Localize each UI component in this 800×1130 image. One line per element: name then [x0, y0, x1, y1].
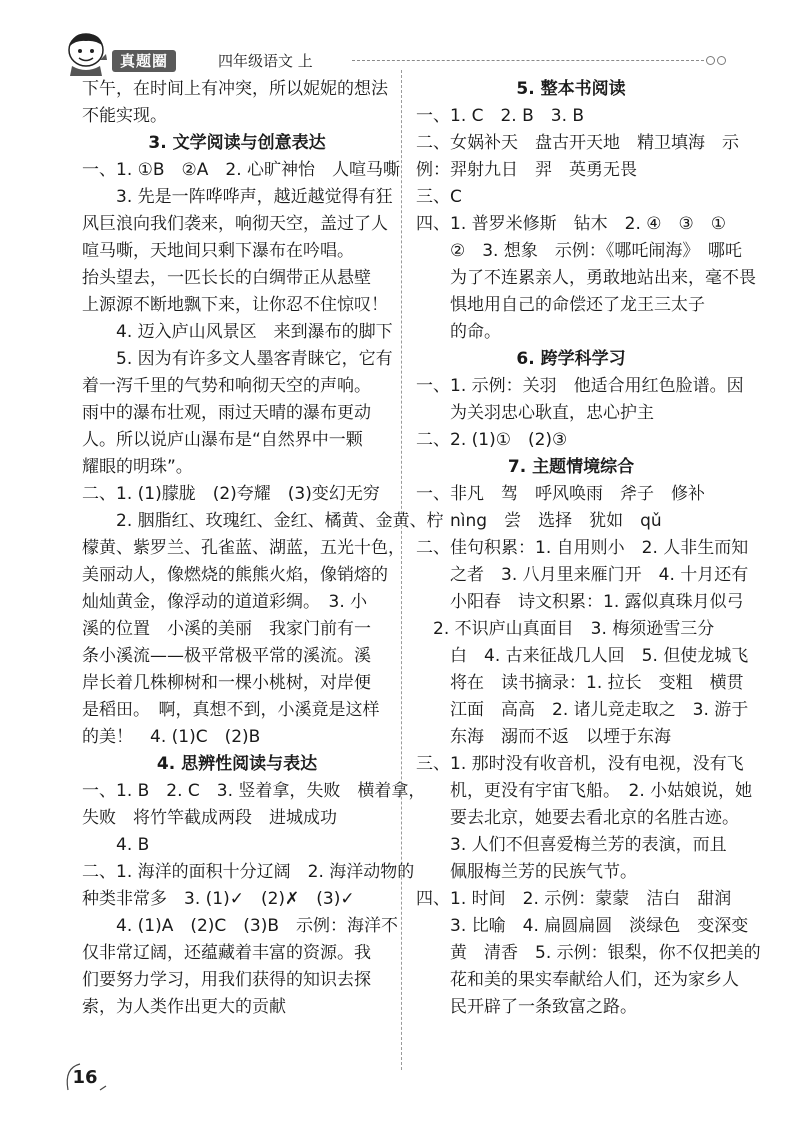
answer-line: 三、C: [416, 187, 462, 207]
answer-line: 将在 读书摘录：1. 拉长 变粗 横贯: [450, 673, 744, 693]
answer-line: 机，更没有宇宙飞船。 2. 小姑娘说，她: [450, 781, 753, 801]
header-end-dot-icon: [706, 56, 715, 65]
section-heading: 5. 整本书阅读: [516, 79, 626, 99]
answer-line: 2. 不识庐山真面目 3. 梅须逊雪三分: [433, 619, 715, 639]
answer-line: 3. 先是一阵哗哗声，越近越觉得有狂: [116, 187, 393, 207]
answer-line: 雨中的瀑布壮观，雨过天晴的瀑布更动: [82, 403, 371, 423]
answer-line: 5. 因为有许多文人墨客青睐它，它有: [116, 349, 393, 369]
answer-line: 3. 人们不但喜爱梅兰芳的表演，而且: [450, 835, 727, 855]
column-divider: [401, 70, 402, 1070]
page-header: [0, 0, 800, 80]
series-logo: 真题圈: [112, 50, 176, 72]
answer-line: 檬黄、紫罗兰、孔雀蓝、湖蓝，五光十色，: [82, 538, 405, 558]
answer-line: 花和美的果实奉献给人们，还为家乡人: [450, 970, 739, 990]
answer-line: 之者 3. 八月里来雁门开 4. 十月还有: [450, 565, 749, 585]
answer-line: 一、1. 示例：关羽 他适合用红色脸谱。因: [416, 376, 744, 396]
answer-line: 耀眼的明珠”。: [82, 457, 193, 477]
answer-line: 三、1. 那时没有收音机，没有电视，没有飞: [416, 754, 744, 774]
answer-column-right: [416, 76, 761, 1021]
answer-line: 民开辟了一条致富之路。: [450, 997, 637, 1017]
section-heading: 3. 文学阅读与创意表达: [148, 133, 326, 153]
answer-line: 例：羿射九日 羿 英勇无畏: [416, 160, 637, 180]
answer-line: 四、1. 时间 2. 示例：蒙蒙 洁白 甜润: [416, 889, 732, 909]
answer-line: 抬头望去，一匹长长的白绸带正从悬壁: [82, 268, 371, 288]
section-heading: 6. 跨学科学习: [516, 349, 626, 369]
answer-line: 4. 迈入庐山风景区 来到瀑布的脚下: [116, 322, 393, 342]
answer-line: 失败 将竹竿截成两段 进城成功: [82, 808, 337, 828]
answer-line: 二、女娲补天 盘古开天地 精卫填海 示: [416, 133, 739, 153]
answer-line: 着一泻千里的气势和响彻天空的声响。: [82, 376, 371, 396]
answer-line: 的命。: [450, 322, 501, 342]
answer-line: 是稻田。 啊，真想不到，小溪竟是这样: [82, 700, 380, 720]
answer-line: 索，为人类作出更大的贡献: [82, 997, 286, 1017]
answer-line: 东海 溺而不返 以堙于东海: [450, 727, 671, 747]
answer-line: 为关羽忠心耿直，忠心护主: [450, 403, 654, 423]
section-heading: 4. 思辨性阅读与表达: [156, 754, 318, 774]
answer-line: nìng 尝 选择 犹如 qǔ: [450, 511, 662, 531]
answer-line: 灿灿黄金，像浮动的道道彩绸。 3. 小: [82, 592, 368, 612]
answer-line: 要去北京，她要去看北京的名胜古迹。: [450, 808, 739, 828]
page-number: 16: [72, 1067, 98, 1088]
header-end-dot-icon: [717, 56, 726, 65]
answer-line: 一、1. ①B ②A 2. 心旷神怡 人喧马嘶: [82, 160, 401, 180]
answer-line: 人。所以说庐山瀑布是“自然界中一颗: [82, 430, 363, 450]
answer-line: 惧地用自己的命偿还了龙王三太子: [450, 295, 705, 315]
answer-line: 喧马嘶，天地间只剩下瀑布在吟唱。: [82, 241, 354, 261]
answer-line: 黄 清香 5. 示例：银梨，你不仅把美的: [450, 943, 761, 963]
answer-line: 为了不连累亲人，勇敢地站出来，毫不畏: [450, 268, 756, 288]
answer-line: 江面 高高 2. 诸儿竞走取之 3. 游于: [450, 700, 749, 720]
answer-line: 不能实现。: [82, 106, 167, 126]
answer-line: 溪的位置 小溪的美丽 我家门前有一: [82, 619, 371, 639]
answer-line: 4. B: [116, 835, 150, 855]
answer-line: 二、2. (1)① (2)③: [416, 430, 568, 450]
answer-line: 二、佳句积累：1. 自用则小 2. 人非生而知: [416, 538, 749, 558]
answer-line: 佩服梅兰芳的民族气节。: [450, 862, 637, 882]
answer-line: 岸长着几株柳树和一棵小桃树，对岸便: [82, 673, 371, 693]
answer-line: 风巨浪向我们袭来，响彻天空，盖过了人: [82, 214, 388, 234]
header-dashed-rule: [352, 60, 704, 61]
book-title: 四年级语文 上: [218, 52, 313, 70]
answer-line: 小阳春 诗文积累：1. 露似真珠月似弓: [450, 592, 744, 612]
answer-line: 们要努力学习，用我们获得的知识去探: [82, 970, 371, 990]
answer-line: 4. (1)A (2)C (3)B 示例：海洋不: [116, 916, 399, 936]
answer-line: 一、1. B 2. C 3. 竖着拿，失败 横着拿，: [82, 781, 426, 801]
cartoon-boy-mascot-icon: [64, 30, 108, 76]
section-heading: 7. 主题情境综合: [507, 457, 635, 477]
answer-line: 下午，在时间上有冲突，所以妮妮的想法: [82, 79, 388, 99]
answer-line: 3. 比喻 4. 扁圆扁圆 淡绿色 变深变: [450, 916, 749, 936]
answer-line: 条小溪流——极平常极平常的溪流。溪: [82, 646, 371, 666]
answer-line: 二、1. (1)朦胧 (2)夸耀 (3)变幻无穷: [82, 484, 380, 504]
answer-line: 的美！ 4. (1)C (2)B: [82, 727, 261, 747]
answer-line: 白 4. 古来征战几人回 5. 但使龙城飞: [450, 646, 749, 666]
answer-line: 一、1. C 2. B 3. B: [416, 106, 585, 126]
answer-line: 上源源不断地飘下来，让你忍不住惊叹！: [82, 295, 388, 315]
answer-line: 二、1. 海洋的面积十分辽阔 2. 海洋动物的: [82, 862, 415, 882]
answer-line: 种类非常多 3. (1)✓ (2)✗ (3)✓: [82, 889, 355, 909]
answer-line: ② 3. 想象 示例：《哪吒闹海》 哪吒: [450, 241, 742, 261]
answer-line: 一、非凡 驾 呼风唤雨 斧子 修补: [416, 484, 705, 504]
answer-line: 2. 胭脂红、玫瑰红、金红、橘黄、金黄、柠: [116, 511, 444, 531]
answer-line: 仅非常辽阔，还蕴藏着丰富的资源。我: [82, 943, 371, 963]
answer-line: 四、1. 普罗米修斯 钻木 2. ④ ③ ①: [416, 214, 726, 234]
answer-line: 美丽动人，像燃烧的熊熊火焰，像销熔的: [82, 565, 388, 585]
